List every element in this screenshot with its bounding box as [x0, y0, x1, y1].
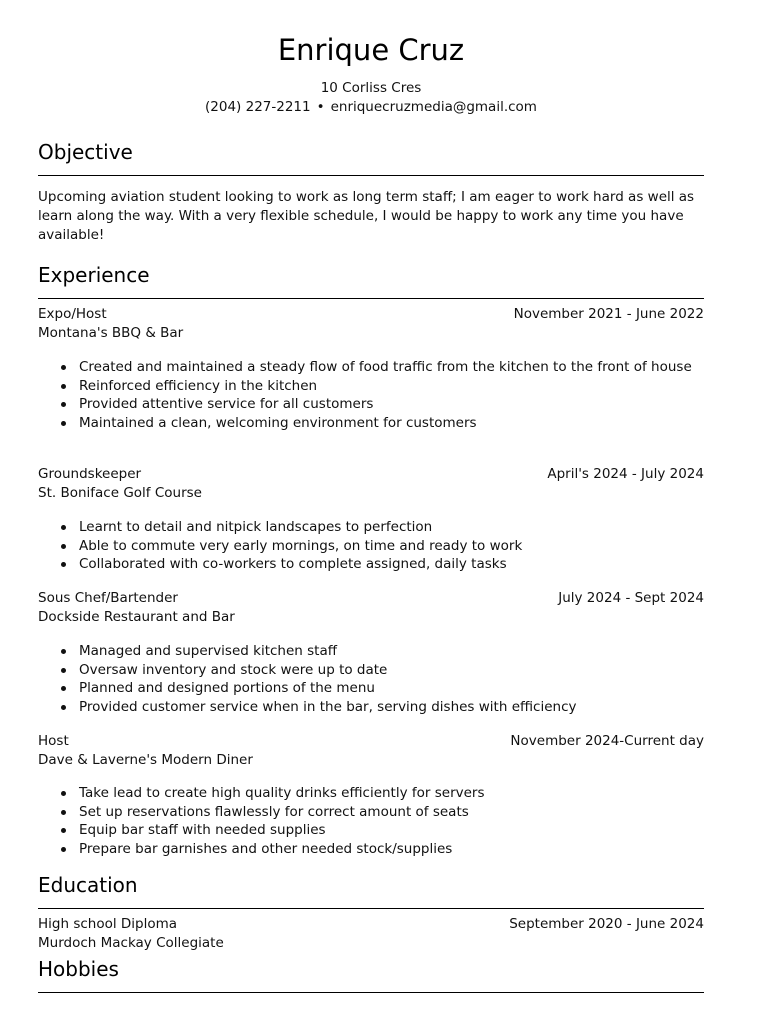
bullet-item: Able to commute very early mornings, on time and ready to work [38, 537, 704, 556]
objective-title: Objective [38, 140, 133, 164]
bullet-item: Take lead to create high quality drinks efficiently for servers [38, 784, 704, 803]
job-dates: November 2021 - June 2022 [513, 306, 704, 322]
bullet-item: Managed and supervised kitchen staff [38, 642, 704, 661]
job-dates: July 2024 - Sept 2024 [558, 590, 704, 606]
objective-divider [38, 175, 704, 176]
job-company: St. Boniface Golf Course [38, 485, 202, 501]
bullet-item: Oversaw inventory and stock were up to date [38, 661, 704, 680]
bullet-item: Prepare bar garnishes and other needed stock/supplies [38, 840, 704, 859]
job-role: Groundskeeper [38, 466, 142, 482]
contact-address: 10 Corliss Cres [320, 80, 422, 96]
education-entry [38, 915, 704, 953]
job-company: Montana's BBQ & Bar [38, 325, 184, 341]
objective-section [38, 139, 704, 165]
hobbies-section [38, 956, 704, 982]
contact-separator: • [316, 99, 325, 115]
job-bullets [38, 358, 704, 432]
hobbies-divider [38, 992, 704, 993]
education-divider [38, 908, 704, 909]
job-entry [38, 465, 704, 503]
job-bullets [38, 642, 704, 716]
contact-phone: (204) 227-2211 [205, 99, 311, 115]
experience-title: Experience [38, 263, 150, 287]
bullet-item: Learnt to detail and nitpick landscapes to perfection [38, 518, 704, 537]
job-role: Host [38, 733, 69, 749]
job-bullets [38, 784, 704, 858]
bullet-item: Provided customer service when in the bar, serving dishes with efficiency [38, 698, 704, 717]
job-role: Sous Chef/Bartender [38, 590, 178, 606]
bullet-item: Reinforced efficiency in the kitchen [38, 377, 704, 396]
job-bullets [38, 518, 704, 574]
bullet-item: Equip bar staff with needed supplies [38, 821, 704, 840]
bullet-item: Set up reservations flawlessly for correct amount of seats [38, 803, 704, 822]
education-school: Murdoch Mackay Collegiate [38, 935, 224, 951]
experience-divider [38, 298, 704, 299]
hobbies-title: Hobbies [38, 957, 119, 981]
bullet-item: Maintained a clean, welcoming environment for customers [38, 414, 704, 433]
job-entry [38, 305, 704, 343]
bullet-item: Created and maintained a steady flow of food traffic from the kitchen to the front of house [38, 358, 704, 377]
education-section [38, 872, 704, 898]
job-company: Dave & Laverne's Modern Diner [38, 752, 253, 768]
contact-line [38, 98, 704, 116]
job-entry [38, 732, 704, 770]
bullet-item: Collaborated with co-workers to complete assigned, daily tasks [38, 555, 704, 574]
contact-email: enriquecruzmedia@gmail.com [330, 99, 537, 115]
bullet-item: Provided attentive service for all customers [38, 395, 704, 414]
education-dates: September 2020 - June 2024 [509, 916, 704, 932]
bullet-item: Planned and designed portions of the menu [38, 679, 704, 698]
experience-section [38, 262, 704, 288]
job-entry [38, 589, 704, 627]
job-dates: November 2024-Current day [510, 733, 704, 749]
job-role: Expo/Host [38, 306, 107, 322]
job-company: Dockside Restaurant and Bar [38, 609, 235, 625]
objective-text: Upcoming aviation student looking to work as long term staff; I am eager to work hard as well as learn along the way. With a very flexible schedule, I would be happy to work any time you have available! [38, 189, 695, 243]
education-degree: High school Diploma [38, 916, 178, 932]
education-title: Education [38, 873, 138, 897]
resume-name: Enrique Cruz [277, 33, 465, 67]
job-dates: April's 2024 - July 2024 [547, 466, 704, 482]
